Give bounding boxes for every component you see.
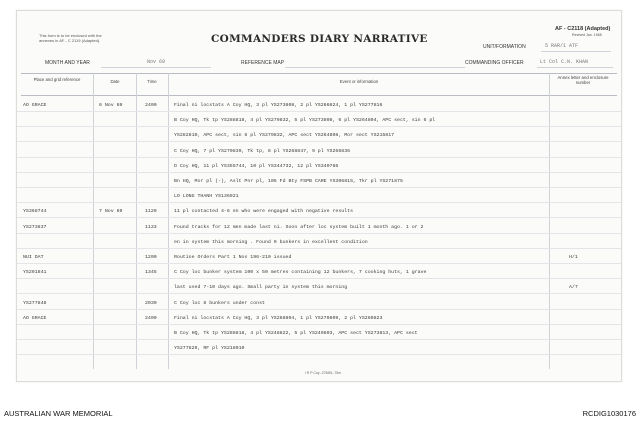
form-note-line: annexes in AF - C 2119 (Adapted). (39, 38, 101, 43)
print-code: I R P Coy--275/65--75m (305, 371, 341, 375)
column-header-annex: Annex letter and enclosure number (557, 75, 609, 85)
row-date: 6 Nov 69 (99, 103, 123, 108)
footer-right: RCDIG1030176 (582, 409, 636, 418)
row-time: 1345 (145, 270, 157, 276)
row-event: Routine Orders Part 1 Nos 196-210 issued (174, 255, 292, 260)
row-rule (17, 278, 621, 279)
co-label: COMMANDING OFFICER (465, 60, 524, 66)
row-time: 2400 (145, 315, 157, 321)
form-note-line: This form is to be enclosed with the (39, 33, 102, 38)
row-time: 1200 (145, 255, 157, 260)
row-rule (17, 157, 621, 158)
column-header-event: Event or information (339, 79, 379, 84)
unit-label: UNIT/FORMATION (483, 44, 526, 50)
row-event: Final ni locstats A Coy HQ, 3 pl YS273808, 2 pl YS266824, 1 pl YS277816 (174, 103, 383, 108)
form-note (39, 33, 102, 43)
row-rule (17, 202, 621, 203)
row-place: YS273837 (23, 224, 47, 230)
row-event: Bn HQ, Mor pl (-), Aslt Pnr pl, 105 Fd Bty FSPB CARE YS306815, Tkr pl YS271875 (174, 179, 403, 184)
column-header-date: Date (110, 79, 120, 84)
row-event: C Coy HQ, 7 pl YS270839, Tk tp, 8 pl YS268847, 9 pl YS266836 (174, 148, 351, 154)
column-header-place: Place and grid reference (33, 77, 81, 82)
row-place: NUI DAT (23, 255, 44, 260)
row-event: D Coy HQ, 11 pl YS355744, 10 pl YS344732, 12 pl YS340766 (174, 163, 339, 169)
row-rule (17, 172, 621, 173)
row-rule (17, 126, 621, 127)
month-value: Nov 69 (147, 59, 166, 65)
row-rule (17, 187, 621, 188)
row-rule (17, 248, 621, 249)
row-rule (17, 233, 621, 234)
row-annex: A/7 (569, 285, 578, 291)
row-time: 2400 (145, 103, 157, 108)
row-rule (17, 217, 621, 218)
unit-value: 5 RAR/1 ATF (545, 43, 579, 49)
diary-sheet (16, 10, 622, 382)
row-event: LO LONG THANH YS136921 (174, 194, 239, 200)
form-code-sub: Revised Jan. 1965 (572, 33, 602, 37)
row-event: C Coy loc 8 bunkers under const (174, 300, 265, 306)
co-value: Lt Col C.N. KHAN (540, 59, 589, 65)
row-rule (17, 354, 621, 355)
row-date: 7 Nov 69 (99, 209, 123, 215)
row-time: 2030 (145, 300, 157, 306)
row-annex: H/1 (569, 255, 578, 260)
row-rule (17, 111, 621, 112)
row-event: YS277829, RF pl YS218010 (174, 346, 245, 352)
row-time: 1120 (145, 209, 157, 215)
row-rule (17, 324, 621, 325)
row-event: en in system this morning . Found 9 bunkers in excellent condition (174, 239, 368, 245)
row-rule (17, 309, 621, 310)
row-rule (17, 293, 621, 294)
row-event: last used 7-10 days ago. Small party in system this morning (174, 285, 348, 291)
row-rule (17, 339, 621, 340)
row-event: 11 pl contacted 4-6 en who were engaged with negative results (174, 209, 354, 215)
row-time: 1133 (145, 224, 157, 230)
page-title: COMMANDERS DIARY NARRATIVE (211, 33, 428, 45)
row-event: Final ni locstats A Coy HQ, 3 pl YS268804, 1 pl YS270809, 2 pl YS260823 (174, 315, 383, 321)
row-place: YS291841 (23, 270, 47, 276)
row-event: C Coy loc bunker system 100 x 50 metres containing 12 bunkers, 7 cooking huts, 1 grave (174, 270, 427, 276)
footer-left: AUSTRALIAN WAR MEMORIAL (4, 409, 113, 418)
form-code: AF - C2118 (Adapted) (555, 26, 611, 32)
row-rule (17, 263, 621, 264)
column-header-time: Time (147, 79, 157, 84)
row-place: YS277848 (23, 300, 47, 306)
month-label: MONTH AND YEAR (45, 60, 90, 66)
row-rule (17, 141, 621, 142)
row-place: AO GRACE (23, 103, 47, 108)
row-event: YS282810, APC sect, sin 6 pl YS279832, APC sect YS264808, Mor sect YS215817 (174, 133, 395, 139)
row-place: YS368744 (23, 209, 47, 215)
refmap-label: REFERENCE MAP (241, 60, 285, 66)
row-place: AO GRACE (23, 315, 47, 321)
row-event: B Coy HQ, Tk tp YS288818, 4 pl YS279832, 5 pl YS273808, 6 pl YS264804, APC sect, sin 6 pl (174, 118, 436, 124)
row-event: Found tracks for 12 men made last ni. Soon after loc system built 1 month ago. 1 or 2 (174, 224, 424, 230)
row-event: B Coy HQ, Tk tp YS288818, 4 pl YS248822, 5 pl YS249803, APC sect YS273813, APC sect (174, 331, 418, 336)
